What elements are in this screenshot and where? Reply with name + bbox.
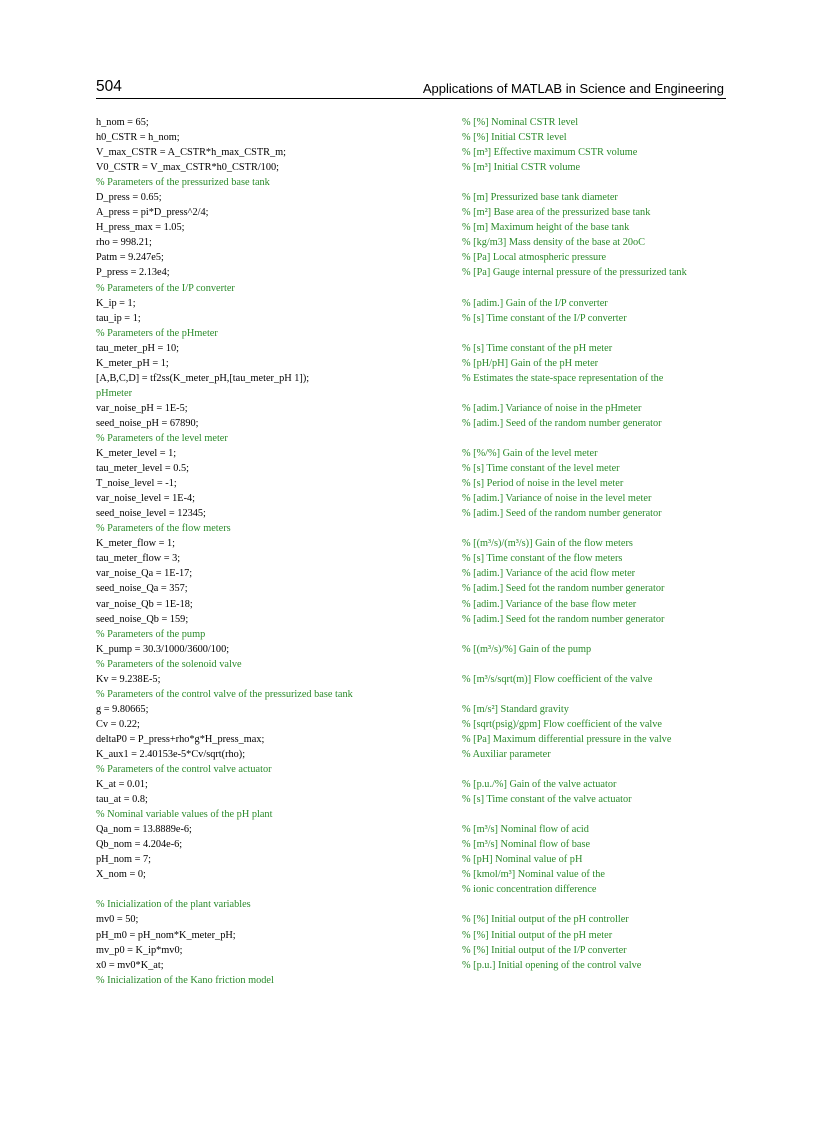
code-line: [96, 371, 736, 386]
code-line: [96, 882, 736, 897]
code-statement: pH_nom = 7;: [96, 854, 152, 866]
code-line: [96, 642, 736, 657]
inline-comment: % ionic concentration difference: [462, 884, 597, 896]
code-line: [96, 627, 736, 642]
code-line: [96, 386, 736, 401]
inline-comment: % [m³] Effective maximum CSTR volume: [462, 147, 638, 159]
inline-comment: % [m] Maximum height of the base tank: [462, 222, 630, 234]
inline-comment: % [adim.] Seed of the random number generator: [462, 417, 662, 429]
code-statement: seed_noise_pH = 67890;: [96, 417, 199, 429]
code-statement: K_meter_flow = 1;: [96, 538, 176, 550]
section-comment: % Parameters of the solenoid valve: [96, 658, 242, 670]
code-statement: pH_m0 = pH_nom*K_meter_pH;: [96, 929, 236, 941]
code-line: [96, 326, 736, 341]
code-line: [96, 250, 736, 265]
code-line: [96, 461, 736, 476]
code-line: [96, 145, 736, 160]
code-line: [96, 672, 736, 687]
code-statement: K_meter_level = 1;: [96, 448, 177, 460]
code-line: [96, 476, 736, 491]
code-statement: tau_ip = 1;: [96, 312, 141, 324]
inline-comment: % [%] Initial output of the pH controller: [462, 914, 629, 926]
code-line: [96, 521, 736, 536]
section-comment: % Parameters of the pHmeter: [96, 327, 218, 339]
code-line: [96, 717, 736, 732]
code-line: [96, 446, 736, 461]
inline-comment: % [m] Pressurized base tank diameter: [462, 192, 618, 204]
code-line: [96, 506, 736, 521]
section-comment: % Parameters of the pressurized base tank: [96, 177, 270, 189]
code-line: [96, 190, 736, 205]
inline-comment: % [Pa] Local atmospheric pressure: [462, 252, 607, 264]
code-line: [96, 581, 736, 596]
code-line: [96, 356, 736, 371]
code-line: [96, 341, 736, 356]
code-line: [96, 597, 736, 612]
code-line: [96, 536, 736, 551]
code-line: [96, 235, 736, 250]
inline-comment: % [p.u.] Initial opening of the control valve: [462, 959, 642, 971]
code-statement: H_press_max = 1.05;: [96, 222, 185, 234]
code-line: [96, 867, 736, 882]
code-line: [96, 777, 736, 792]
inline-comment: % [s] Time constant of the valve actuator: [462, 794, 632, 806]
inline-comment: % [m³/s] Nominal flow of acid: [462, 824, 589, 836]
code-line: [96, 837, 736, 852]
code-line: [96, 416, 736, 431]
code-line: [96, 491, 736, 506]
code-line: [96, 792, 736, 807]
code-statement: tau_meter_pH = 10;: [96, 342, 180, 354]
code-line: [96, 281, 736, 296]
running-title: Applications of MATLAB in Science and Engineering: [422, 81, 724, 96]
code-statement: x0 = mv0*K_at;: [96, 959, 164, 971]
inline-comment: % [(m³/s)/%] Gain of the pump: [462, 643, 592, 655]
inline-comment: % [pH] Nominal value of pH: [462, 854, 583, 866]
section-comment: % Parameters of the flow meters: [96, 523, 231, 535]
page-number: 504: [96, 78, 122, 95]
inline-comment: % [pH/pH] Gain of the pH meter: [462, 357, 599, 369]
code-line: [96, 566, 736, 581]
code-statement: tau_meter_level = 0.5;: [96, 463, 190, 475]
code-line: [96, 912, 736, 927]
code-statement: seed_noise_Qa = 357;: [96, 583, 188, 595]
code-statement: var_noise_Qb = 1E-18;: [96, 598, 193, 610]
code-statement: h0_CSTR = h_nom;: [96, 132, 180, 144]
code-line: [96, 702, 736, 717]
code-statement: V0_CSTR = V_max_CSTR*h0_CSTR/100;: [96, 162, 279, 174]
code-statement: Kv = 9.238E-5;: [96, 673, 161, 685]
inline-comment: % [%] Nominal CSTR level: [462, 117, 579, 128]
code-line: [96, 612, 736, 627]
code-statement: X_nom = 0;: [96, 869, 146, 881]
code-line: [96, 431, 736, 446]
inline-comment: % [p.u./%] Gain of the valve actuator: [462, 779, 617, 791]
code-line: [96, 265, 736, 280]
code-statement: seed_noise_level = 12345;: [96, 508, 206, 520]
inline-comment: % [m³] Initial CSTR volume: [462, 162, 581, 174]
code-statement: g = 9.80665;: [96, 703, 149, 715]
code-statement: V_max_CSTR = A_CSTR*h_max_CSTR_m;: [96, 147, 287, 159]
section-comment: % Parameters of the control valve of the pressurized base tank: [96, 688, 353, 700]
section-comment: % Inicialization of the plant variables: [96, 899, 251, 911]
code-line: [96, 732, 736, 747]
inline-comment: % [%] Initial CSTR level: [462, 132, 567, 144]
inline-comment: % [Pa] Maximum differential pressure in the valve: [462, 733, 672, 745]
code-line: [96, 401, 736, 416]
inline-comment: % [adim.] Gain of the I/P converter: [462, 297, 608, 309]
code-line: [96, 175, 736, 190]
code-line: [96, 657, 736, 672]
inline-comment: % [adim.] Variance of the acid flow meter: [462, 568, 636, 580]
code-line: [96, 973, 736, 988]
inline-comment: % [sqrt(psig)/gpm] Flow coefficient of the valve: [462, 718, 662, 730]
inline-comment: % [m/s²] Standard gravity: [462, 703, 569, 715]
inline-comment: % Auxiliar parameter: [462, 748, 551, 760]
code-statement: K_pump = 30.3/1000/3600/100;: [96, 643, 230, 655]
code-statement: mv0 = 50;: [96, 914, 139, 926]
code-statement: T_noise_level = -1;: [96, 478, 177, 490]
code-statement: seed_noise_Qb = 159;: [96, 613, 189, 625]
code-line: [96, 928, 736, 943]
section-comment: % Parameters of the I/P converter: [96, 282, 235, 294]
inline-comment: % [adim.] Variance of noise in the level meter: [462, 493, 652, 505]
inline-comment: % [adim.] Seed fot the random number generator: [462, 613, 665, 625]
inline-comment: % [s] Time constant of the I/P converter: [462, 312, 627, 324]
inline-comment: % [m³/s] Nominal flow of base: [462, 839, 591, 851]
code-statement: K_meter_pH = 1;: [96, 357, 169, 369]
inline-comment: % [%] Initial output of the pH meter: [462, 929, 613, 941]
inline-comment: % [adim.] Variance of noise in the pHmeter: [462, 402, 642, 414]
code-statement: P_press = 2.13e4;: [96, 267, 170, 279]
code-statement: h_nom = 65;: [96, 117, 149, 128]
code-statement: [A,B,C,D] = tf2ss(K_meter_pH,[tau_meter_pH 1]);: [96, 372, 310, 384]
inline-comment: % [s] Time constant of the flow meters: [462, 553, 623, 565]
section-comment: % Inicialization of the Kano friction model: [96, 974, 274, 986]
section-comment: pHmeter: [96, 387, 133, 399]
inline-comment: % [m²] Base area of the pressurized base tank: [462, 207, 651, 219]
code-line: [96, 296, 736, 311]
code-line: [96, 130, 736, 145]
code-line: [96, 115, 736, 130]
code-statement: tau_meter_flow = 3;: [96, 553, 181, 565]
code-line: [96, 205, 736, 220]
code-statement: rho = 998.21;: [96, 237, 152, 249]
code-line: [96, 807, 736, 822]
code-line: [96, 943, 736, 958]
code-statement: A_press = pi*D_press^2/4;: [96, 207, 209, 219]
code-statement: var_noise_Qa = 1E-17;: [96, 568, 193, 580]
code-statement: deltaP0 = P_press+rho*g*H_press_max;: [96, 733, 265, 745]
code-line: [96, 958, 736, 973]
code-statement: K_at = 0.01;: [96, 779, 148, 791]
code-statement: Cv = 0.22;: [96, 718, 140, 730]
inline-comment: % [kmol/m³] Nominal value of the: [462, 869, 605, 881]
code-line: [96, 551, 736, 566]
code-listing: [96, 115, 736, 988]
code-line: [96, 822, 736, 837]
code-statement: K_aux1 = 2.40153e-5*Cv/sqrt(rho);: [96, 748, 246, 760]
code-statement: tau_at = 0.8;: [96, 794, 148, 806]
inline-comment: % [adim.] Variance of the base flow meter: [462, 598, 637, 610]
inline-comment: % [s] Period of noise in the level meter: [462, 478, 624, 490]
inline-comment: % [s] Time constant of the pH meter: [462, 342, 613, 354]
inline-comment: % [adim.] Seed of the random number generator: [462, 508, 662, 520]
code-line: [96, 897, 736, 912]
code-line: [96, 762, 736, 777]
code-statement: Patm = 9.247e5;: [96, 252, 164, 264]
inline-comment: % [%] Initial output of the I/P converter: [462, 944, 627, 956]
code-statement: D_press = 0.65;: [96, 192, 162, 204]
inline-comment: % [kg/m3] Mass density of the base at 20oC: [462, 237, 646, 249]
code-line: [96, 747, 736, 762]
inline-comment: % [(m³/s)/(m³/s)] Gain of the flow meters: [462, 538, 633, 550]
code-statement: var_noise_pH = 1E-5;: [96, 402, 188, 414]
code-statement: var_noise_level = 1E-4;: [96, 493, 196, 505]
code-line: [96, 687, 736, 702]
code-line: [96, 311, 736, 326]
inline-comment: % [Pa] Gauge internal pressure of the pressurized tank: [462, 267, 687, 279]
inline-comment: % [adim.] Seed fot the random number generator: [462, 583, 665, 595]
code-line: [96, 852, 736, 867]
section-comment: % Parameters of the pump: [96, 628, 206, 640]
section-comment: % Nominal variable values of the pH plant: [96, 809, 273, 821]
code-line: [96, 160, 736, 175]
inline-comment: % [%/%] Gain of the level meter: [462, 448, 598, 460]
code-line: [96, 220, 736, 235]
code-statement: mv_p0 = K_ip*mv0;: [96, 944, 183, 956]
section-comment: % Parameters of the level meter: [96, 432, 228, 444]
section-comment: % Parameters of the control valve actuator: [96, 764, 272, 776]
inline-comment: % [s] Time constant of the level meter: [462, 463, 620, 475]
page-header: [96, 78, 726, 99]
code-statement: Qb_nom = 4.204e-6;: [96, 839, 183, 851]
code-statement: K_ip = 1;: [96, 297, 136, 309]
code-statement: Qa_nom = 13.8889e-6;: [96, 824, 192, 836]
inline-comment: % Estimates the state-space representation of the: [462, 372, 664, 384]
inline-comment: % [m³/s/sqrt(m)] Flow coefficient of the valve: [462, 673, 653, 685]
